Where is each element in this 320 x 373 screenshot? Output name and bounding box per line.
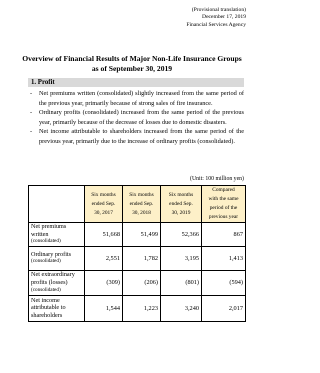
section-heading: 1. Profit [31,79,55,86]
table-header-row [29,186,246,223]
row-label: Ordinary profits (consolidated) [29,246,85,270]
value-cell: 1,782 [123,246,161,270]
value-cell: (594) [202,270,246,295]
bullet-text: Net premiums written (consolidated) slightly increased from the same period of the previous year, primarily because of strong sales of fire insurance. [39,90,244,107]
bullet-dash: - [30,90,33,97]
table-row [29,246,246,270]
table-row [29,223,246,247]
note-date: December 17, 2019 [202,14,246,21]
title-line-1: Overview of Financial Results of Major Non-Life Insurance Groups [22,54,242,63]
note-agency: Financial Services Agency [186,21,246,28]
value-cell: 2,551 [85,246,123,270]
value-cell: 3,240 [161,295,202,321]
unit-note: (Unit: 100 million yen) [190,176,244,182]
table-row [29,270,246,295]
note-provisional: (Provisional translation) [191,7,246,13]
row-label: Net premiums written (consolidated) [29,223,85,247]
value-cell: 1,413 [202,246,246,270]
header-2018: Six months ended Sep. 30, 2018 [123,186,161,223]
value-cell: (206) [123,270,161,295]
translation-note [186,7,246,29]
table-row [29,295,246,321]
header-2019: Six months ended Sep. 30, 2019 [161,186,202,223]
value-cell: 1,544 [85,295,123,321]
row-label: Net extraordinary profits (losses) (consolidated) [29,270,85,295]
value-cell: 2,017 [202,295,246,321]
value-cell: 51,499 [123,223,161,247]
bullet-item [28,89,244,108]
section-heading-bar [28,78,244,87]
header-compared: Compared with the same period of the previous year [202,186,246,223]
document-title [0,54,264,73]
value-cell: 1,223 [123,295,161,321]
value-cell: 867 [202,223,246,247]
summary-bullets [28,89,244,147]
value-cell: (801) [161,270,202,295]
value-cell: (309) [85,270,123,295]
value-cell: 52,366 [161,223,202,247]
bullet-text: Net income attributable to shareholders increased from the same period of the previous year, primarily due to the increase of ordinary profits (consolidated). [39,128,244,145]
bullet-dash: - [30,109,33,117]
title-line-2: as of September 30, 2019 [91,63,173,73]
bullet-text: Ordinary profits (consolidated) increased from the same period of the previous year, primarily because of the decrease of losses due to domestic disasters. [39,109,244,126]
row-label: Net income attributable to shareholders [29,295,85,321]
profit-table [28,185,246,322]
header-2017: Six months ended Sep. 30, 2017 [85,186,123,223]
bullet-dash: - [30,128,33,136]
bullet-item [28,127,244,146]
bullet-item [28,108,244,127]
value-cell: 3,195 [161,246,202,270]
value-cell: 51,668 [85,223,123,247]
header-empty-cell [29,186,85,223]
